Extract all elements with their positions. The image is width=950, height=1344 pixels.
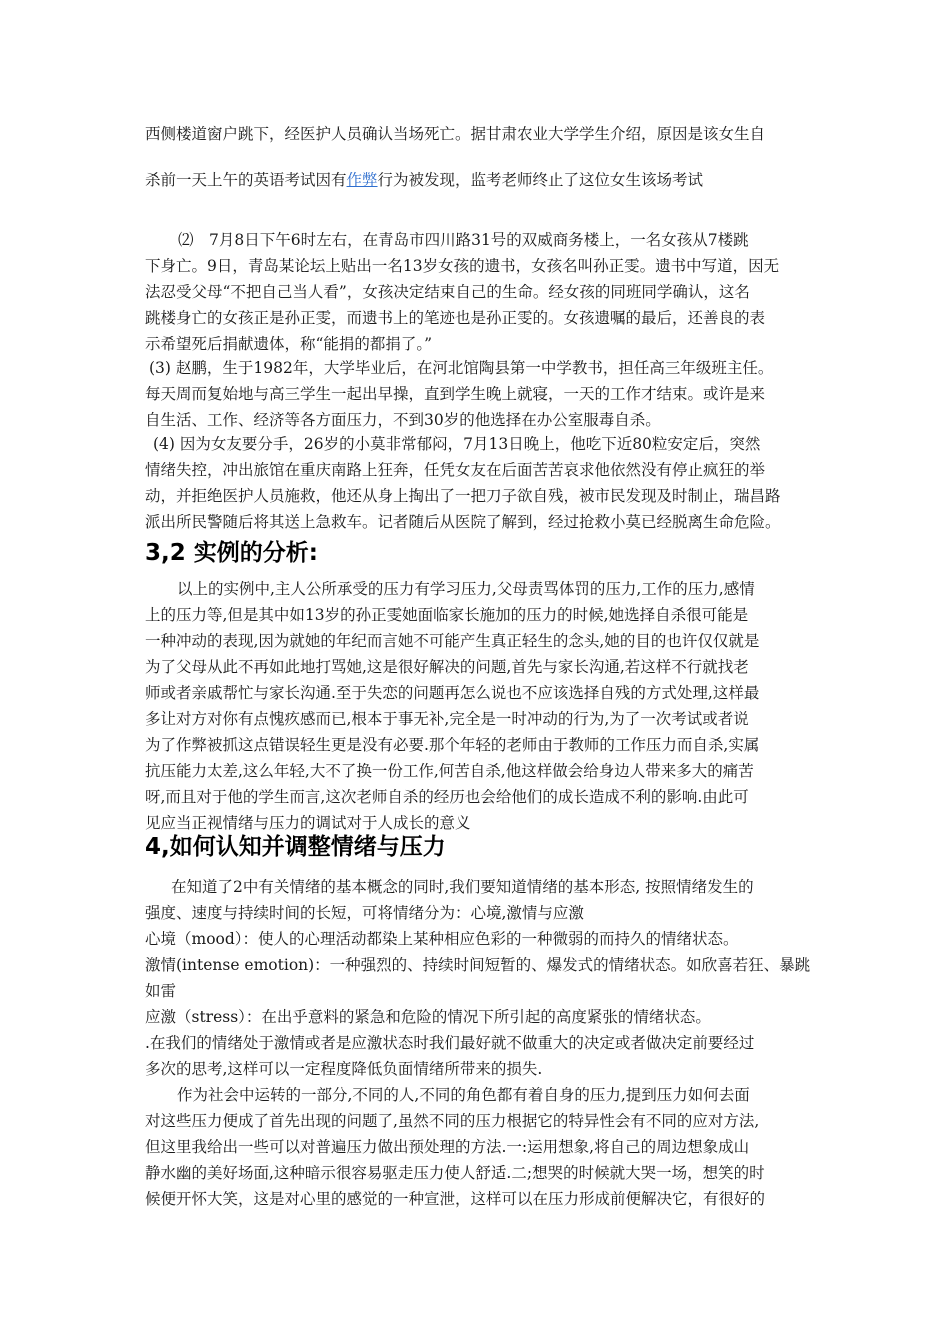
stress-definition <box>145 1004 810 1030</box>
case-2-line: 示希望死后捐献遗体，称“能捐的都捐了。” <box>145 335 433 353</box>
section-3-2-paragraph <box>145 576 810 836</box>
intense-emotion-definition <box>145 952 810 1004</box>
case-2-paragraph <box>145 227 810 357</box>
case-3-line: 自生活、工作、经济等各方面压力，不到30岁的他选择在办公室服毒自杀。 <box>145 411 661 429</box>
methods-line: 对这些压力便成了首先出现的问题了,虽然不同的压力根据它的特异性会有不同的应对方法, <box>145 1112 760 1130</box>
case-4-line: 情绪失控，冲出旅馆在重庆南路上狂奔，任凭女友在后面苦苦哀求他依然没有停止疯狂的举 <box>145 461 766 479</box>
mood-line: 心境（mood）：使人的心理活动都染上某种相应色彩的一种微弱的而持久的情绪状态。 <box>145 930 739 948</box>
case-3-line: (3) 赵鹏，生于1982年，大学毕业后，在河北馆陶县第一中学教书，担任高三年级班主任。 <box>149 359 774 377</box>
methods-line: 候便开怀大笑，这是对心里的感觉的一种宣泄，这样可以在压力形成前便解决它，有很好的 <box>145 1190 766 1208</box>
case-3-line: 每天周而复始地与高三学生一起出早操，直到学生晚上就寝，一天的工作才结束。或许是来 <box>145 385 766 403</box>
advice-line: .在我们的情绪处于激情或者是应激状态时我们最好就不做重大的决定或者做决定前要经过 <box>145 1034 755 1052</box>
analysis-line: 多让对方对你有点愧疚感而已,根本于事无补,完全是一时冲动的行为,为了一次考试或者说 <box>145 710 749 728</box>
analysis-line: 师或者亲戚帮忙与家长沟通.至于失恋的问题再怎么说也不应该选择自残的方式处理,这样最 <box>145 684 760 702</box>
intro-paragraph <box>145 121 810 147</box>
analysis-line: 以上的实例中,主人公所承受的压力有学习压力,父母责骂体罚的压力,工作的压力,感情 <box>177 580 755 598</box>
intro-line-2 <box>145 167 810 193</box>
section-4-intro-paragraph <box>145 874 810 926</box>
intense-line: 如雷 <box>145 982 177 1000</box>
analysis-line: 上的压力等,但是其中如13岁的孙正雯她面临家长施加的压力的时候,她选择自杀很可能是 <box>145 606 749 624</box>
emotion-intro-line: 强度、速度与持续时间的长短，可将情绪分为：心境,激情与应激 <box>145 904 584 922</box>
case-4-line: 派出所民警随后将其送上急救车。记者随后从医院了解到，经过抢救小莫已经脱离生命危险。 <box>145 513 781 531</box>
case-3-paragraph <box>145 355 810 433</box>
analysis-line: 为了父母从此不再如此地打骂她,这是很好解决的问题,首先与家长沟通,若这样不行就找老 <box>145 658 749 676</box>
analysis-line: 呀,而且对于他的学生而言,这次老师自杀的经历也会给他们的成长造成不利的影响.由此可 <box>145 788 749 806</box>
stress-methods-paragraph <box>145 1082 810 1212</box>
methods-line: 静水幽的美好场面,这种暗示很容易驱走压力使人舒适.二;想哭的时候就大哭一场，想笑的时 <box>145 1164 765 1182</box>
case-4-line: 动，并拒绝医护人员施救，他还从身上掏出了一把刀子欲自残，被市民发现及时制止，瑞昌路 <box>145 487 781 505</box>
mood-definition <box>145 926 810 952</box>
intro-line-2-pre: 杀前一天上午的英语考试因有 <box>145 171 347 189</box>
analysis-line: 见应当正视情绪与压力的调试对于人成长的意义 <box>145 814 471 832</box>
case-2-line: ⑵ 7月8日下午6时左右，在青岛市四川路31号的双威商务楼上，一名女孩从7楼跳 <box>178 231 749 249</box>
intro-line-1: 西侧楼道窗户跳下，经医护人员确认当场死亡。据甘肃农业大学学生介绍，原因是该女生自 <box>145 125 766 143</box>
advice-line: 多次的思考,这样可以一定程度降低负面情绪所带来的损失. <box>145 1060 543 1078</box>
methods-line: 作为社会中运转的一部分,不同的人,不同的角色都有着自身的压力,提到压力如何去面 <box>177 1086 750 1104</box>
case-4-paragraph <box>145 431 810 535</box>
cheating-link[interactable]: 作弊 <box>346 171 378 189</box>
advice-paragraph <box>145 1030 810 1082</box>
case-2-line: 跳楼身亡的女孩正是孙正雯，而遗书上的笔迹也是孙正雯的。女孩遗嘱的最后，还善良的表 <box>145 309 766 327</box>
analysis-line: 为了作弊被抓这点错误轻生更是没有必要.那个年轻的老师由于教师的工作压力而自杀,实属 <box>145 736 760 754</box>
analysis-line: 抗压能力太差,这么年轻,大不了换一份工作,何苦自杀,他这样做会给身边人带来多大的痛苦 <box>145 762 754 780</box>
case-4-line: (4) 因为女友要分手，26岁的小莫非常郁闷，7月13日晚上，他吃下近80粒安定后，突然 <box>153 435 761 453</box>
analysis-line: 一种冲动的表现,因为就她的年纪而言她不可能产生真正轻生的念头,她的目的也许仅仅就是 <box>145 632 760 650</box>
intro-line-2-post: 行为被发现，监考老师终止了这位女生该场考试 <box>377 171 704 189</box>
case-2-line: 法忍受父母“不把自己当人看”，女孩决定结束自己的生命。经女孩的同班同学确认，这名 <box>145 283 750 301</box>
section-4-heading: 4,如何认知并调整情绪与压力 <box>145 834 446 860</box>
methods-line: 但这里我给出一些可以对普遍压力做出预处理的方法.一:运用想象,将自己的周边想象成山 <box>145 1138 750 1156</box>
section-3-2-heading: 3,2 实例的分析: <box>145 540 318 566</box>
intro-paragraph-2 <box>145 167 810 193</box>
case-2-line: 下身亡。9日，青岛某论坛上贴出一名13岁女孩的遗书，女孩名叫孙正雯。遗书中写道，因无 <box>145 257 780 275</box>
emotion-intro-line: 在知道了2中有关情绪的基本概念的同时,我们要知道情绪的基本形态, 按照情绪发生的 <box>171 878 754 896</box>
stress-line: 应激（stress）：在出乎意料的紧急和危险的情况下所引起的高度紧张的情绪状态。 <box>145 1008 711 1026</box>
intense-line: 激情(intense emotion)：一种强烈的、持续时间短暂的、爆发式的情绪状态。如欣喜若狂、暴跳 <box>145 956 810 974</box>
